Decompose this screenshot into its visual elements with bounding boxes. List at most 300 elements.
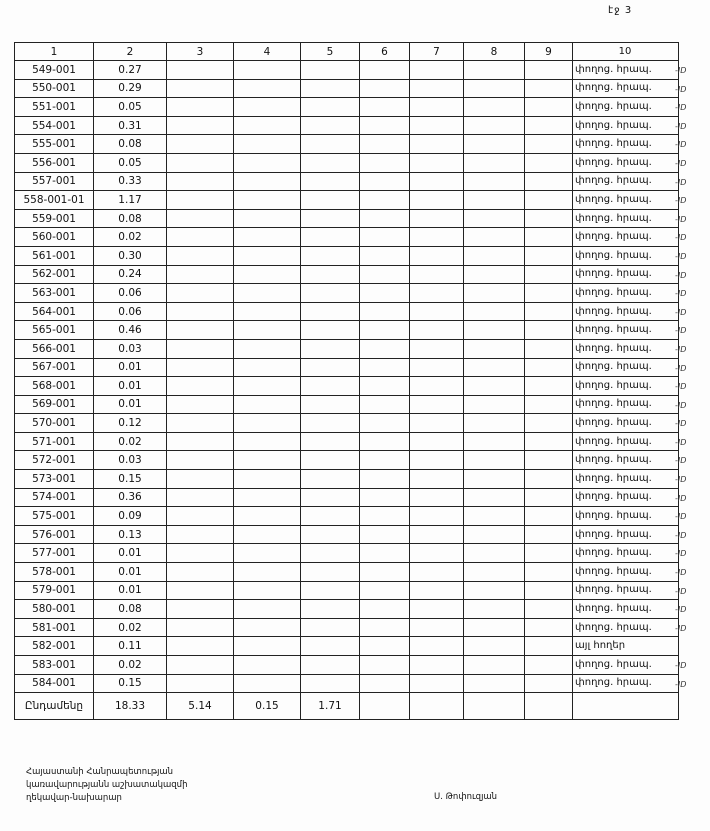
- parcel-id: 572-001: [15, 451, 94, 470]
- column-header-5: 5: [301, 43, 360, 61]
- parcel-id: 566-001: [15, 339, 94, 358]
- area-value: 0.01: [94, 544, 167, 563]
- land-use-note: փողոց. հրապ.: [573, 525, 679, 544]
- empty-cell: [464, 228, 525, 247]
- empty-cell: [301, 525, 360, 544]
- empty-cell: [410, 637, 464, 656]
- parcel-id: 565-001: [15, 321, 94, 340]
- empty-cell: [410, 525, 464, 544]
- empty-cell: [525, 414, 573, 433]
- parcel-id: 551-001: [15, 98, 94, 117]
- empty-cell: [360, 507, 410, 526]
- empty-cell: [234, 339, 301, 358]
- land-use-note: փողոց. հրապ.: [573, 656, 679, 675]
- empty-cell: [234, 98, 301, 117]
- empty-cell: [301, 61, 360, 80]
- empty-cell: [410, 600, 464, 619]
- empty-cell: [360, 61, 410, 80]
- parcel-id: 570-001: [15, 414, 94, 433]
- land-use-note: փողոց. հրապ.: [573, 265, 679, 284]
- table-row: [15, 246, 679, 265]
- empty-cell: [464, 358, 525, 377]
- column-header-9: 9: [525, 43, 573, 61]
- area-value: 0.33: [94, 172, 167, 191]
- empty-cell: [360, 432, 410, 451]
- empty-cell: [464, 525, 525, 544]
- empty-cell: [464, 507, 525, 526]
- empty-cell: [360, 637, 410, 656]
- table-row: [15, 191, 679, 210]
- side-mark: -ID: [675, 679, 687, 689]
- empty-cell: [167, 525, 234, 544]
- empty-cell: [464, 432, 525, 451]
- empty-cell: [464, 451, 525, 470]
- empty-cell: [301, 191, 360, 210]
- empty-cell: [167, 339, 234, 358]
- empty-cell: [167, 284, 234, 303]
- empty-cell: [410, 507, 464, 526]
- empty-cell: [234, 302, 301, 321]
- land-use-note: փողոց. հրապ.: [573, 339, 679, 358]
- land-use-note: փողոց. հրապ.: [573, 432, 679, 451]
- empty-cell: [360, 265, 410, 284]
- empty-cell: [360, 470, 410, 489]
- empty-cell: [167, 358, 234, 377]
- side-mark: -ID: [675, 251, 687, 261]
- parcel-id: 560-001: [15, 228, 94, 247]
- side-mark: -ID: [675, 512, 687, 522]
- empty-cell: [167, 507, 234, 526]
- area-value: 0.01: [94, 395, 167, 414]
- side-mark: -ID: [675, 84, 687, 94]
- area-value: 0.24: [94, 265, 167, 284]
- empty-cell: [410, 209, 464, 228]
- area-value: 0.36: [94, 488, 167, 507]
- table-row: [15, 674, 679, 693]
- area-value: 0.13: [94, 525, 167, 544]
- empty-cell: [301, 339, 360, 358]
- empty-cell: [234, 116, 301, 135]
- parcel-id: 569-001: [15, 395, 94, 414]
- empty-cell: [234, 191, 301, 210]
- empty-cell: [301, 135, 360, 154]
- side-mark: -ID: [675, 475, 687, 485]
- area-value: 0.06: [94, 302, 167, 321]
- empty-cell: [410, 470, 464, 489]
- footer-organization: [26, 766, 187, 805]
- empty-cell: [410, 228, 464, 247]
- side-mark: -ID: [675, 177, 687, 187]
- empty-cell: [525, 209, 573, 228]
- empty-cell: [167, 135, 234, 154]
- empty-cell: [525, 153, 573, 172]
- empty-cell: [464, 339, 525, 358]
- empty-cell: [360, 191, 410, 210]
- empty-cell: [525, 674, 573, 693]
- empty-cell: [360, 600, 410, 619]
- parcel-id: 574-001: [15, 488, 94, 507]
- empty-cell: [464, 674, 525, 693]
- empty-cell: [410, 488, 464, 507]
- total-col9: [525, 693, 573, 720]
- parcel-id: 583-001: [15, 656, 94, 675]
- land-use-note: փողոց. հրապ.: [573, 488, 679, 507]
- parcel-id: 561-001: [15, 246, 94, 265]
- column-header-7: 7: [410, 43, 464, 61]
- org-line-1: Հայաստանի Հանրապետության: [26, 767, 174, 777]
- empty-cell: [301, 358, 360, 377]
- empty-cell: [360, 395, 410, 414]
- parcel-id: 557-001: [15, 172, 94, 191]
- empty-cell: [234, 172, 301, 191]
- empty-cell: [360, 135, 410, 154]
- empty-cell: [525, 302, 573, 321]
- empty-cell: [360, 302, 410, 321]
- empty-cell: [525, 265, 573, 284]
- land-use-note: փողոց. հրապ.: [573, 153, 679, 172]
- area-value: 0.02: [94, 618, 167, 637]
- empty-cell: [167, 116, 234, 135]
- empty-cell: [301, 563, 360, 582]
- area-value: 0.05: [94, 153, 167, 172]
- empty-cell: [525, 470, 573, 489]
- area-value: 0.29: [94, 79, 167, 98]
- empty-cell: [464, 172, 525, 191]
- empty-cell: [234, 61, 301, 80]
- empty-cell: [464, 61, 525, 80]
- empty-cell: [167, 544, 234, 563]
- empty-cell: [167, 563, 234, 582]
- empty-cell: [410, 581, 464, 600]
- empty-cell: [301, 172, 360, 191]
- area-value: 0.01: [94, 377, 167, 396]
- empty-cell: [167, 377, 234, 396]
- parcel-id: 580-001: [15, 600, 94, 619]
- empty-cell: [360, 674, 410, 693]
- empty-cell: [234, 135, 301, 154]
- empty-cell: [410, 246, 464, 265]
- area-value: 0.27: [94, 61, 167, 80]
- table-row: [15, 209, 679, 228]
- total-col8: [464, 693, 525, 720]
- empty-cell: [234, 488, 301, 507]
- side-mark: -ID: [675, 326, 687, 336]
- column-header-8: 8: [464, 43, 525, 61]
- table-row: [15, 228, 679, 247]
- empty-cell: [410, 432, 464, 451]
- empty-cell: [167, 470, 234, 489]
- empty-cell: [410, 618, 464, 637]
- empty-cell: [525, 525, 573, 544]
- empty-cell: [410, 116, 464, 135]
- table-row: [15, 656, 679, 675]
- land-table: [14, 42, 679, 720]
- table-row: [15, 284, 679, 303]
- area-value: 0.08: [94, 135, 167, 154]
- empty-cell: [301, 395, 360, 414]
- table-row: [15, 172, 679, 191]
- empty-cell: [410, 61, 464, 80]
- org-line-2: կառավարությանն աշխատակազմի: [26, 780, 188, 790]
- area-value: 0.46: [94, 321, 167, 340]
- table-row: [15, 637, 679, 656]
- empty-cell: [525, 228, 573, 247]
- empty-cell: [525, 488, 573, 507]
- empty-cell: [410, 172, 464, 191]
- land-use-note: փողոց. հրապ.: [573, 284, 679, 303]
- empty-cell: [360, 79, 410, 98]
- empty-cell: [234, 451, 301, 470]
- land-use-note: փողոց. հրապ.: [573, 172, 679, 191]
- empty-cell: [410, 674, 464, 693]
- empty-cell: [167, 618, 234, 637]
- parcel-id: 550-001: [15, 79, 94, 98]
- empty-cell: [301, 79, 360, 98]
- area-value: 1.17: [94, 191, 167, 210]
- empty-cell: [464, 284, 525, 303]
- side-mark: -ID: [675, 214, 687, 224]
- empty-cell: [234, 674, 301, 693]
- table-row: [15, 525, 679, 544]
- empty-cell: [301, 432, 360, 451]
- side-mark: -ID: [675, 344, 687, 354]
- empty-cell: [525, 135, 573, 154]
- empty-cell: [234, 79, 301, 98]
- table-row: [15, 98, 679, 117]
- empty-cell: [167, 209, 234, 228]
- side-mark: -ID: [675, 66, 687, 75]
- empty-cell: [464, 470, 525, 489]
- land-use-note: փողոց. հրապ.: [573, 674, 679, 693]
- total-col6: [360, 693, 410, 720]
- empty-cell: [525, 395, 573, 414]
- empty-cell: [167, 674, 234, 693]
- empty-cell: [167, 79, 234, 98]
- empty-cell: [301, 98, 360, 117]
- empty-cell: [525, 61, 573, 80]
- empty-cell: [464, 98, 525, 117]
- side-mark: -ID: [675, 307, 687, 317]
- empty-cell: [301, 414, 360, 433]
- area-value: 0.06: [94, 284, 167, 303]
- empty-cell: [525, 172, 573, 191]
- empty-cell: [525, 339, 573, 358]
- area-value: 0.05: [94, 98, 167, 117]
- empty-cell: [301, 302, 360, 321]
- empty-cell: [464, 414, 525, 433]
- empty-cell: [301, 153, 360, 172]
- empty-cell: [167, 246, 234, 265]
- side-mark: -ID: [675, 605, 687, 615]
- empty-cell: [410, 656, 464, 675]
- table-row: [15, 377, 679, 396]
- table-row: [15, 563, 679, 582]
- side-mark: [675, 638, 700, 657]
- table-row: [15, 600, 679, 619]
- side-mark: -ID: [675, 419, 687, 429]
- empty-cell: [360, 414, 410, 433]
- table-row: [15, 358, 679, 377]
- empty-cell: [301, 637, 360, 656]
- parcel-id: 575-001: [15, 507, 94, 526]
- empty-cell: [360, 246, 410, 265]
- empty-cell: [525, 507, 573, 526]
- empty-cell: [234, 507, 301, 526]
- empty-cell: [167, 581, 234, 600]
- empty-cell: [360, 451, 410, 470]
- land-use-note: փողոց. հրապ.: [573, 191, 679, 210]
- empty-cell: [525, 656, 573, 675]
- empty-cell: [167, 600, 234, 619]
- empty-cell: [525, 451, 573, 470]
- empty-cell: [234, 153, 301, 172]
- side-mark: -ID: [675, 140, 687, 150]
- empty-cell: [360, 563, 410, 582]
- empty-cell: [464, 618, 525, 637]
- empty-cell: [301, 544, 360, 563]
- empty-cell: [301, 656, 360, 675]
- side-mark: -ID: [675, 196, 687, 206]
- parcel-id: 573-001: [15, 470, 94, 489]
- empty-cell: [301, 116, 360, 135]
- parcel-id: 584-001: [15, 674, 94, 693]
- empty-cell: [167, 265, 234, 284]
- table-row: [15, 116, 679, 135]
- empty-cell: [410, 544, 464, 563]
- column-header-10: 10: [573, 43, 679, 61]
- empty-cell: [301, 321, 360, 340]
- empty-cell: [301, 581, 360, 600]
- empty-cell: [410, 377, 464, 396]
- parcel-id: 568-001: [15, 377, 94, 396]
- land-use-note: փողոց. հրապ.: [573, 79, 679, 98]
- empty-cell: [360, 339, 410, 358]
- total-label: Ընդամենը: [15, 693, 94, 720]
- empty-cell: [167, 432, 234, 451]
- total-col2: 18.33: [94, 693, 167, 720]
- area-value: 0.08: [94, 600, 167, 619]
- parcel-id: 582-001: [15, 637, 94, 656]
- empty-cell: [410, 302, 464, 321]
- empty-cell: [234, 581, 301, 600]
- empty-cell: [301, 209, 360, 228]
- empty-cell: [410, 339, 464, 358]
- empty-cell: [301, 507, 360, 526]
- empty-cell: [525, 563, 573, 582]
- empty-cell: [234, 395, 301, 414]
- area-value: 0.30: [94, 246, 167, 265]
- empty-cell: [167, 414, 234, 433]
- empty-cell: [525, 637, 573, 656]
- parcel-id: 556-001: [15, 153, 94, 172]
- land-use-note: փողոց. հրապ.: [573, 246, 679, 265]
- empty-cell: [360, 153, 410, 172]
- empty-cell: [525, 618, 573, 637]
- empty-cell: [167, 656, 234, 675]
- side-mark: -ID: [675, 103, 687, 113]
- land-use-note: փողոց. հրապ.: [573, 135, 679, 154]
- parcel-id: 576-001: [15, 525, 94, 544]
- empty-cell: [464, 153, 525, 172]
- empty-cell: [167, 637, 234, 656]
- empty-cell: [234, 600, 301, 619]
- empty-cell: [360, 544, 410, 563]
- empty-cell: [410, 395, 464, 414]
- empty-cell: [525, 544, 573, 563]
- total-row: [15, 693, 679, 720]
- land-use-note: այլ հողեր: [573, 637, 679, 656]
- side-mark: -ID: [675, 121, 687, 131]
- land-use-note: փողոց. հրապ.: [573, 228, 679, 247]
- table-row: [15, 488, 679, 507]
- empty-cell: [360, 321, 410, 340]
- area-value: 0.31: [94, 116, 167, 135]
- column-header-2: 2: [94, 43, 167, 61]
- empty-cell: [464, 377, 525, 396]
- land-use-note: փողոց. հրապ.: [573, 451, 679, 470]
- table-row: [15, 135, 679, 154]
- empty-cell: [234, 209, 301, 228]
- empty-cell: [410, 98, 464, 117]
- side-mark: -ID: [675, 158, 687, 168]
- land-use-note: փողոց. հրապ.: [573, 377, 679, 396]
- parcel-id: 562-001: [15, 265, 94, 284]
- area-value: 0.02: [94, 228, 167, 247]
- empty-cell: [360, 488, 410, 507]
- area-value: 0.08: [94, 209, 167, 228]
- table-row: [15, 339, 679, 358]
- empty-cell: [410, 451, 464, 470]
- parcel-id: 571-001: [15, 432, 94, 451]
- empty-cell: [301, 265, 360, 284]
- parcel-id: 558-001-01: [15, 191, 94, 210]
- empty-cell: [525, 79, 573, 98]
- land-use-note: փողոց. հրապ.: [573, 61, 679, 80]
- side-mark: -ID: [675, 289, 687, 299]
- empty-cell: [464, 265, 525, 284]
- side-mark: -ID: [675, 586, 687, 596]
- empty-cell: [167, 98, 234, 117]
- land-use-note: փողոց. հրապ.: [573, 470, 679, 489]
- empty-cell: [525, 581, 573, 600]
- empty-cell: [167, 153, 234, 172]
- column-header-row: [15, 43, 679, 61]
- total-col10: [573, 693, 679, 720]
- empty-cell: [410, 321, 464, 340]
- land-use-note: փողոց. հրապ.: [573, 209, 679, 228]
- empty-cell: [234, 377, 301, 396]
- side-mark: -ID: [675, 363, 687, 373]
- empty-cell: [410, 191, 464, 210]
- empty-cell: [234, 618, 301, 637]
- empty-cell: [464, 563, 525, 582]
- parcel-id: 555-001: [15, 135, 94, 154]
- table-body: [15, 61, 679, 693]
- column-header-6: 6: [360, 43, 410, 61]
- empty-cell: [525, 191, 573, 210]
- empty-cell: [234, 265, 301, 284]
- empty-cell: [464, 637, 525, 656]
- side-mark: -ID: [675, 530, 687, 540]
- empty-cell: [410, 265, 464, 284]
- area-value: 0.01: [94, 563, 167, 582]
- column-header-3: 3: [167, 43, 234, 61]
- total-col5: 1.71: [301, 693, 360, 720]
- empty-cell: [410, 414, 464, 433]
- empty-cell: [167, 451, 234, 470]
- empty-cell: [525, 358, 573, 377]
- land-use-note: փողոց. հրապ.: [573, 563, 679, 582]
